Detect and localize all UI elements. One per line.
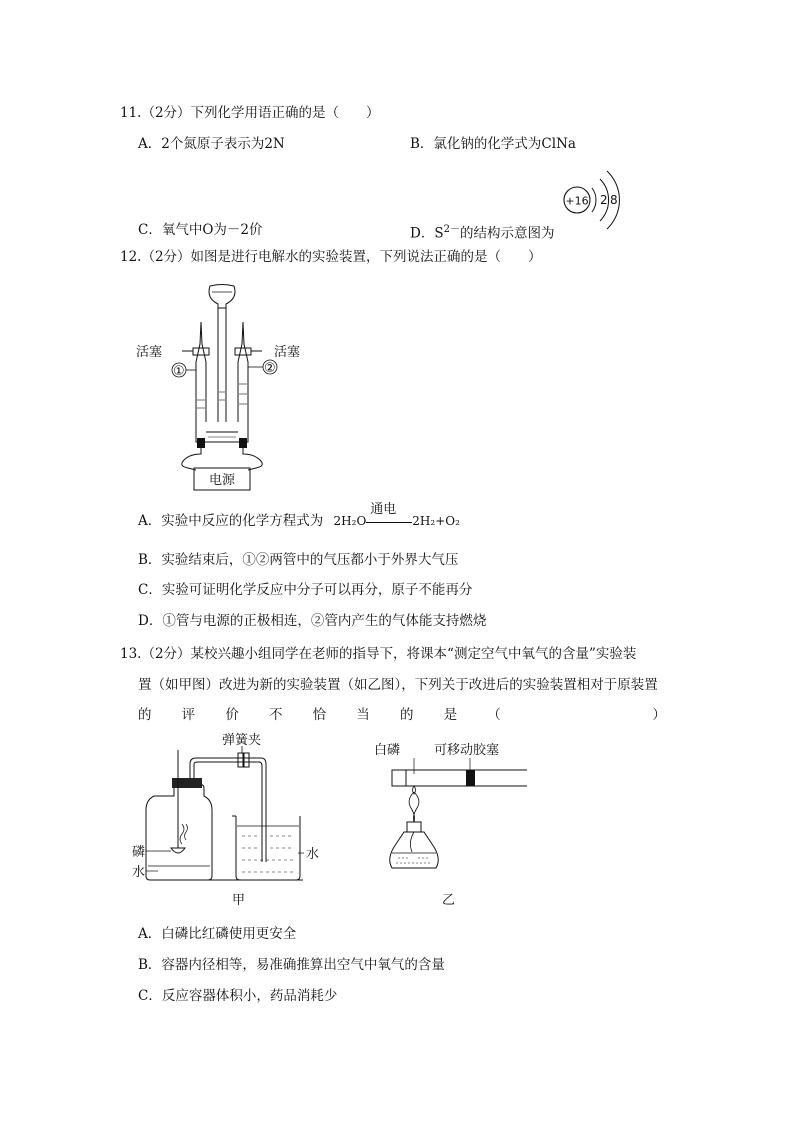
figure-yi-caption: 乙 [442, 893, 456, 908]
stopcock-label-left: 活塞 [136, 345, 163, 360]
equation-product: 2H₂+O₂ [412, 514, 460, 528]
q13-stem-line-3 [138, 706, 666, 724]
figure-jia-original-apparatus [132, 733, 320, 910]
phosphorus-label: 磷 [132, 845, 146, 860]
q13-stem-char: 的 [138, 707, 152, 723]
q12-option-a[interactable] [138, 501, 460, 530]
stopcock-label-right: 活塞 [274, 345, 301, 360]
q13-stem-char: 是 [443, 707, 458, 723]
power-supply-label: 电源 [208, 473, 236, 488]
q11-stem: 11.（2分）下列化学用语正确的是（ ） [120, 105, 380, 121]
equation-condition: 通电 [370, 501, 397, 517]
figure-jia-caption: 甲 [232, 893, 246, 908]
q13-answer-blank[interactable]: ） [530, 707, 666, 723]
q11-option-c[interactable]: C．氧气中O为－2价 [138, 222, 263, 238]
q11-option-d-prefix: D．S [410, 225, 444, 242]
tube-1-marker: ① [173, 364, 185, 379]
movable-stopper-label: 可移动胶塞 [434, 743, 500, 758]
q13-stem-line-1: 13.（2分）某校兴趣小组同学在老师的指导下，将课本“测定空气中氧气的含量”实验装 [120, 646, 637, 662]
tube-2-marker: ② [264, 361, 276, 376]
q12-stem: 12.（2分）如图是进行电解水的实验装置，下列说法正确的是（ ） [120, 249, 542, 265]
shell-1-electrons: 2 [600, 193, 608, 207]
beaker-water-label: 水 [306, 847, 320, 862]
q13-option-c[interactable]: C．反应容器体积小，药品消耗少 [138, 988, 338, 1004]
electrolysis-apparatus-figure [132, 282, 332, 492]
q13-stem-char: 当 [356, 707, 370, 723]
bottle-water-label: 水 [132, 865, 146, 880]
q12-option-c[interactable]: C．实验可证明化学反应中分子可以再分，原子不能再分 [138, 582, 473, 598]
q11-option-a[interactable]: A．2个氮原子表示为2N [138, 136, 285, 152]
q13-stem-char: 评 [181, 707, 196, 723]
equation-reactant: 2H₂O [333, 514, 367, 528]
q13-stem-char: 不 [268, 707, 283, 723]
q12-option-d[interactable]: D．①管与电源的正极相连，②管内产生的气体能支持燃烧 [138, 613, 487, 629]
q12-option-b[interactable]: B．实验结束后，①②两管中的气压都小于外界大气压 [138, 552, 459, 568]
nucleus-charge-label: +16 [565, 194, 589, 208]
equation-arrow [366, 501, 412, 528]
figure-yi-improved-apparatus [374, 740, 544, 910]
q13-stem-char: 价 [225, 707, 239, 723]
white-phosphorus-label: 白磷 [374, 743, 401, 758]
q11-option-b[interactable]: B．氯化钠的化学式为ClNa [410, 136, 576, 152]
q13-stem-char: 恰 [312, 707, 327, 723]
shell-2-electrons: 8 [610, 193, 618, 207]
q12-option-a-text: A．实验中反应的化学方程式为 [138, 513, 324, 529]
q11-option-d-superscript: 2－ [443, 224, 460, 235]
q13-option-b[interactable]: B．容器内径相等，易准确推算出空气中氧气的含量 [138, 957, 445, 973]
spring-clamp-label: 弹簧夹 [222, 733, 262, 748]
sulfur-ion-structure-diagram [556, 165, 646, 235]
q13-stem-line-2: 置（如甲图）改进为新的实验装置（如乙图），下列关于改进后的实验装置相对于原装置 [138, 677, 658, 693]
q13-stem-char: 的 [399, 707, 414, 723]
q13-option-a[interactable]: A．白磷比红磷使用更安全 [138, 926, 297, 942]
q11-option-d-suffix: 的结构示意图为 [459, 225, 555, 242]
q11-option-d[interactable] [410, 221, 554, 243]
q13-stem-char: （ [487, 707, 501, 723]
